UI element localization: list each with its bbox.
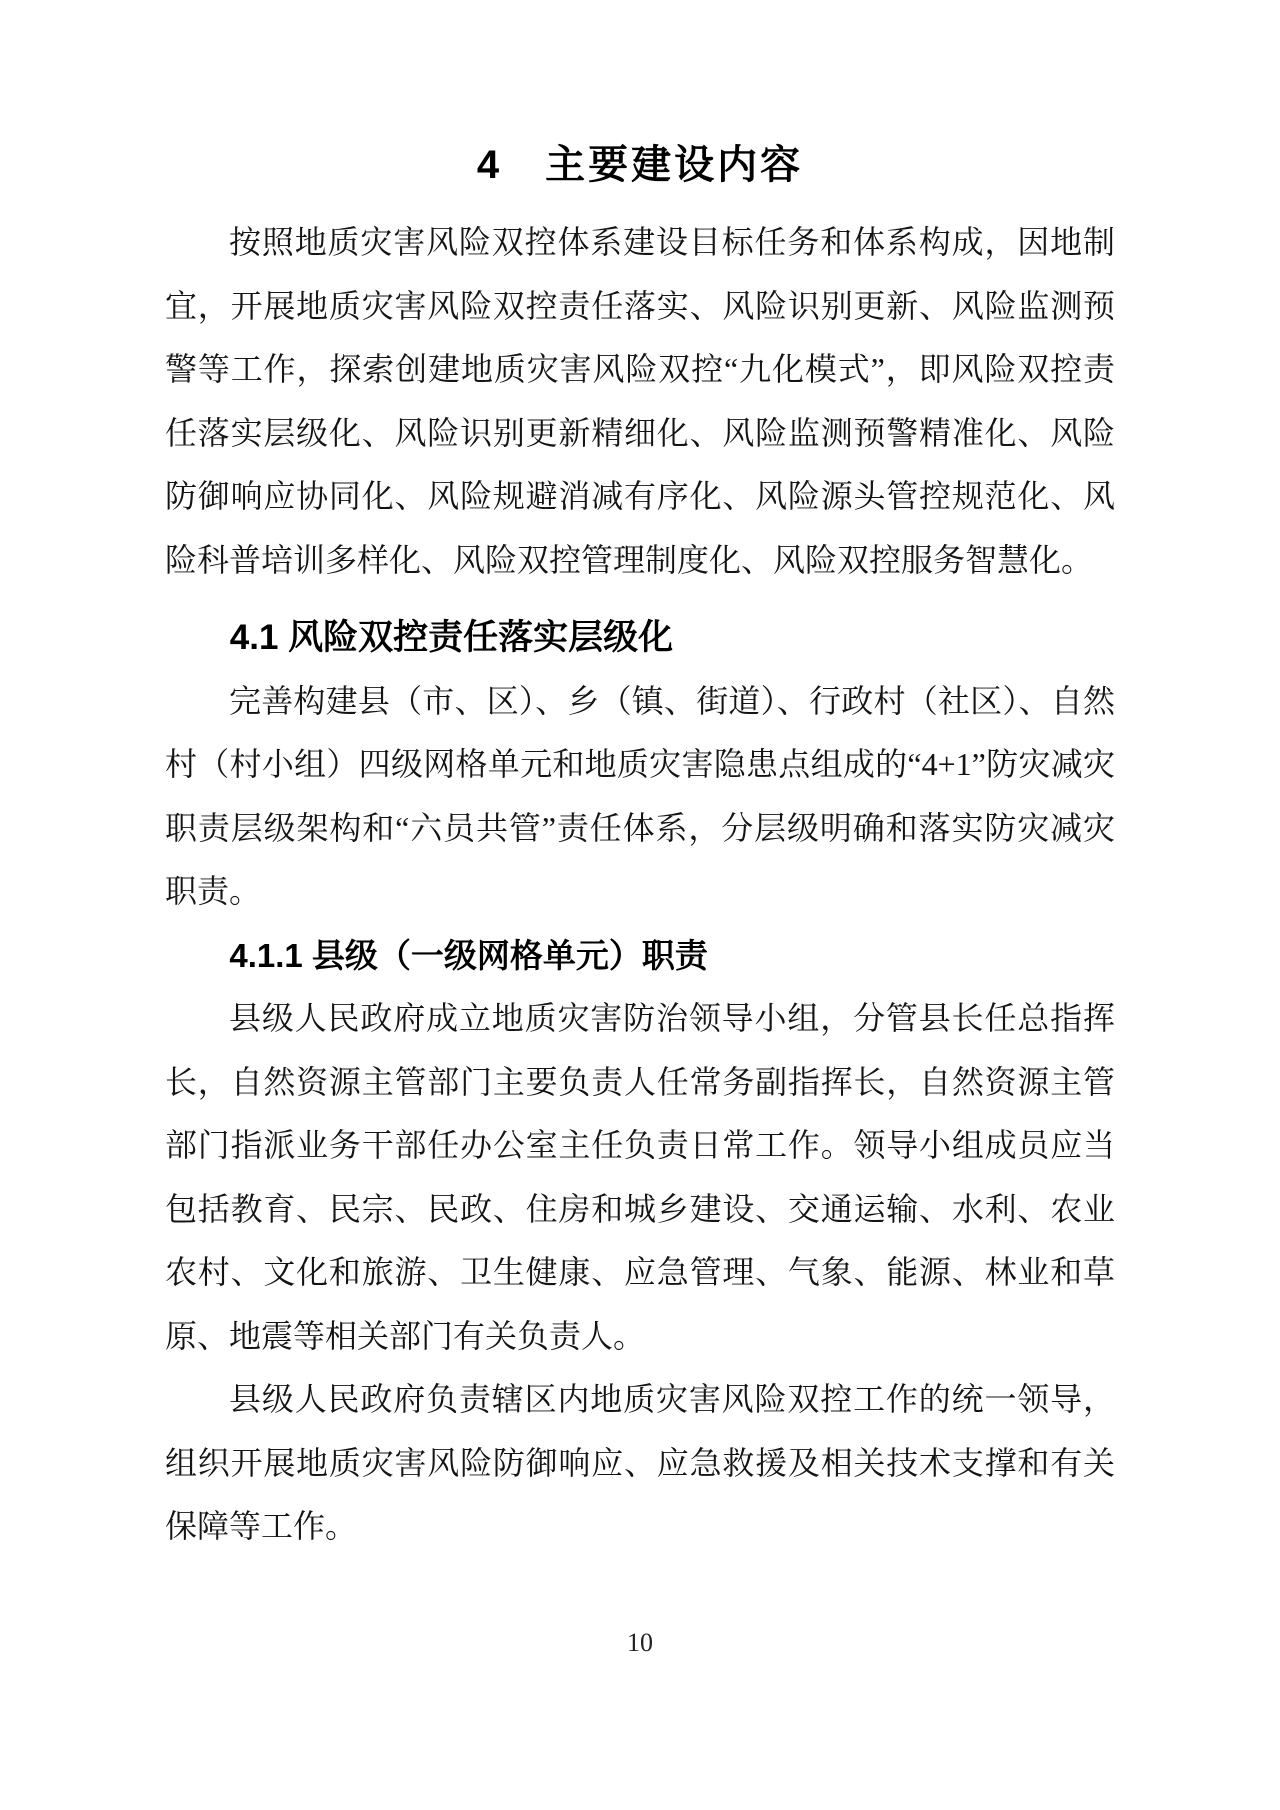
section-4-1-paragraph: 完善构建县（市、区）、乡（镇、街道）、行政村（社区）、自然村（村小组）四级网格单元和地质灾害隐患点组成的“4+1”防灾减灾职责层级架构和“六员共管”责任体系，分层级明确和落实防灾减灾职责。	[165, 682, 1115, 909]
section-4-1-heading: 4.1 风险双控责任落实层级化	[229, 618, 674, 657]
subsection-4-1-1-paragraph-2: 县级人民政府负责辖区内地质灾害风险双控工作的统一领导，组织开展地质灾害风险防御响应、应急救援及相关技术支撑和有关保障等工作。	[165, 1381, 1115, 1544]
intro-paragraph: 按照地质灾害风险双控体系建设目标任务和体系构成，因地制宜，开展地质灾害风险双控责任落实、风险识别更新、风险监测预警等工作，探索创建地质灾害风险双控“九化模式”，即风险双控责任落实层级化、风险识别更新精细化、风险监测预警精准化、风险防御响应协同化、风险规避消减有序化、风险源头管控规范化、风险科普培训多样化、风险双控管理制度化、风险双控服务智慧化。	[165, 224, 1115, 578]
subsection-4-1-1-paragraph-1: 县级人民政府成立地质灾害防治领导小组，分管县长任总指挥长，自然资源主管部门主要负责人任常务副指挥长，自然资源主管部门指派业务干部任办公室主任负责日常工作。领导小组成员应当包括教育、民宗、民政、住房和城乡建设、交通运输、水利、农业农村、文化和旅游、卫生健康、应急管理、气象、能源、林业和草原、地震等相关部门有关负责人。	[165, 1000, 1115, 1354]
document-body	[165, 211, 1115, 1559]
subsection-4-1-1-heading: 4.1.1 县级（一级网格单元）职责	[229, 936, 708, 974]
page-number: 10	[627, 1628, 653, 1657]
document-title: 4 主要建设内容	[476, 143, 804, 187]
